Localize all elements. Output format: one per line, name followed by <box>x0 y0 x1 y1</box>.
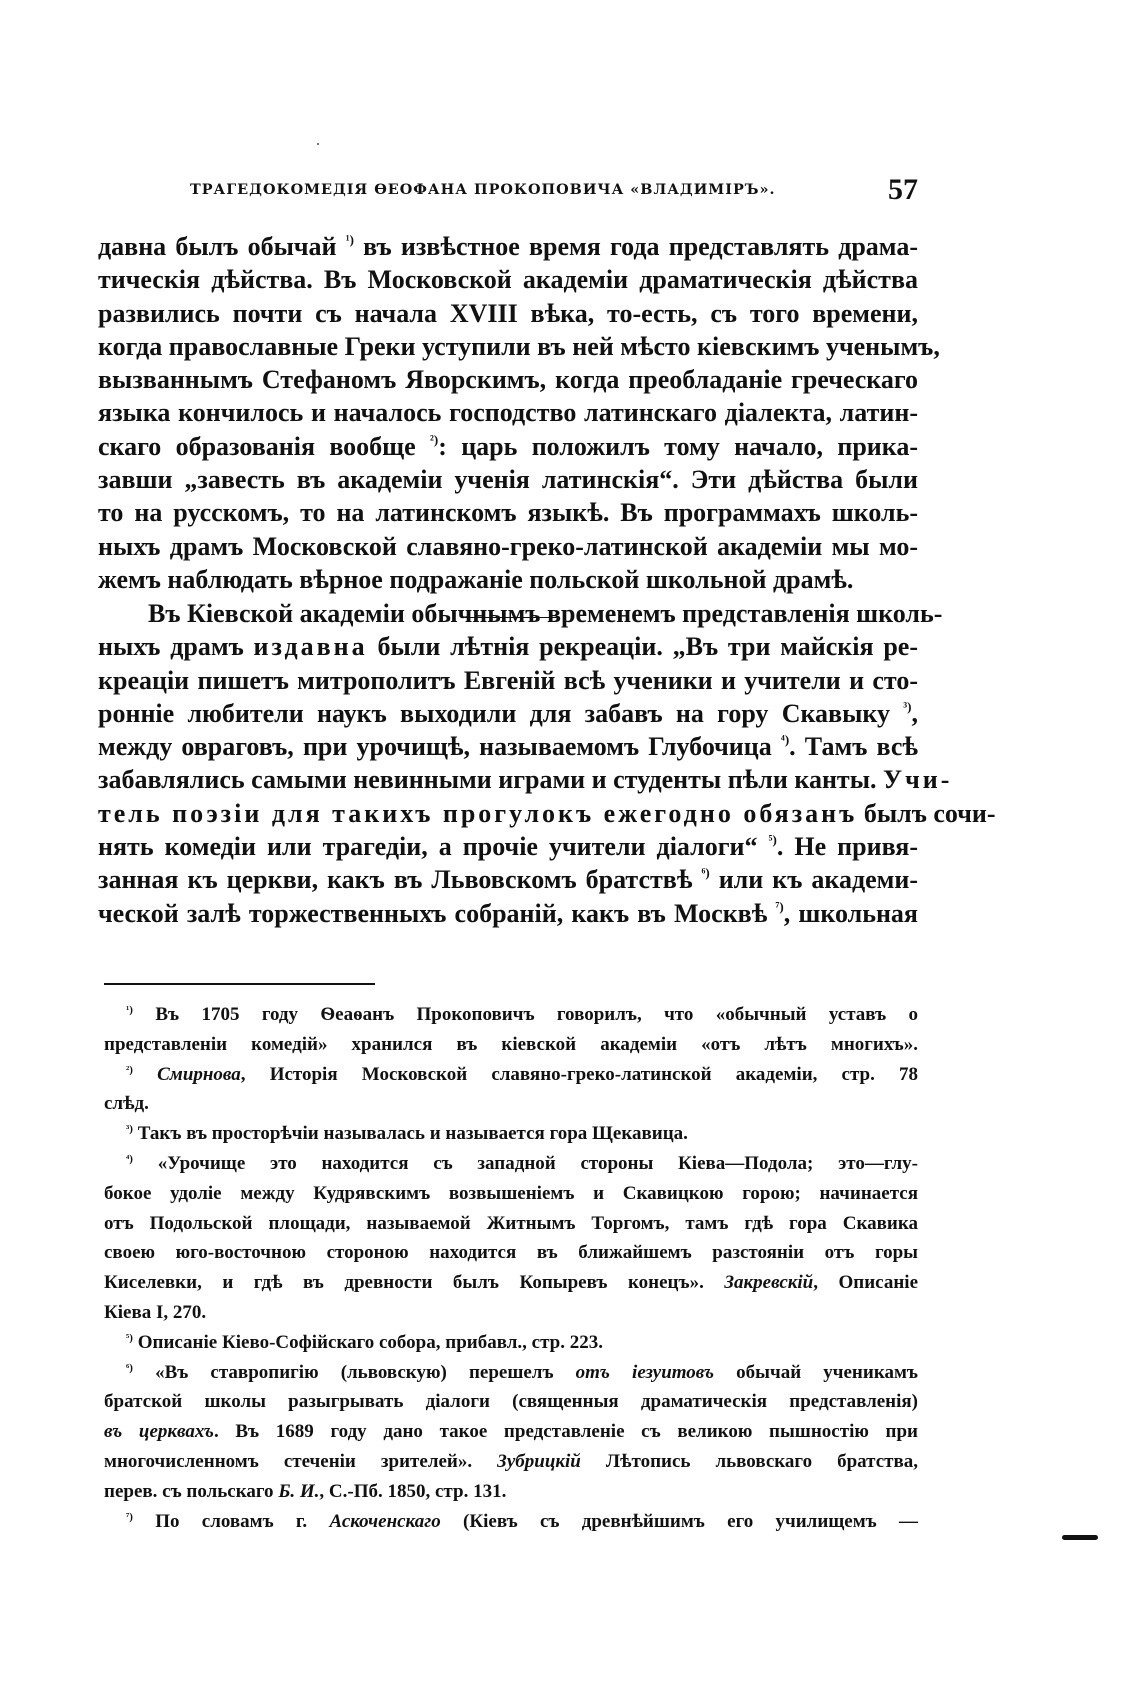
text-line: завши „завесть въ академіи ученія латинскія“. Эти дѣйства были <box>98 465 918 495</box>
footnote-6: $^{^6)}$ «Въ ставропигію (львовскую) перешелъ отъ іезуитовъ обычай ученикамъ <box>126 1361 918 1383</box>
page-number: 57 <box>888 173 918 206</box>
footnote-line: многочисленномъ стеченіи зрителей». Зубрицкій Лѣтопись львовскаго братства, <box>104 1450 919 1472</box>
text-line: тель поэзіи для такихъ прогулокъ ежегодно обязанъ былъ сочи- <box>98 798 996 828</box>
footnotes <box>104 1000 918 1536</box>
footnote-ref: ⁴) <box>780 732 790 748</box>
text-line: вызваннымъ Стефаномъ Яворскимъ, когда преобладаніе греческаго <box>98 365 918 395</box>
footnote-line: перев. съ польскаго Б. И., С.-Пб. 1850, стр. 131. <box>104 1480 507 1502</box>
text-line: между овраговъ, при урочищѣ, называемомъ Глубочица $^{^4)}$. Тамъ всѣ <box>98 732 918 762</box>
footnote-ref: ⁵) <box>768 832 777 848</box>
text-line: забавлялись самыми невинными играми и студенты пѣли канты. Учи- <box>98 765 953 795</box>
footnote-2: $^{^2)}$ Смирнова, Исторія Московской славяно-греко-латинской академіи, стр. 78 <box>126 1063 919 1085</box>
footnote-line: въ церквахъ. Въ 1689 году дано такое представленіе съ великою пышностію при <box>104 1421 918 1443</box>
text-line: ронніе любители наукъ выходили для забавъ на гору Скавыку $^{^3)}$, <box>98 698 919 728</box>
footnote-line: представленіи комедій» хранился въ кіевской академіи «отъ лѣтъ многихъ». <box>104 1033 918 1055</box>
page-header <box>190 173 918 209</box>
footnote-line: Киселевки, и гдѣ въ древности былъ Копыревъ конецъ». Закревскій, Описаніе <box>104 1272 919 1294</box>
footnote-ref: ²) <box>430 431 439 447</box>
footnote-1: $^{^1)}$ Въ 1705 году Ѳеаѳанъ Прокоповичъ говорилъ, что «обычный уставъ о <box>126 1004 919 1025</box>
author-name: Смирнова <box>157 1063 241 1085</box>
text-line: занная къ церкви, какъ въ Львовскомъ братствѣ $^{^6)}$ или къ академи- <box>98 865 918 895</box>
footnote-ref: ⁶) <box>701 865 710 881</box>
footnote-line: Кіева I, 270. <box>104 1301 207 1323</box>
text-line: тическія дѣйства. Въ Московской академіи драматическія дѣйства <box>98 265 918 295</box>
text-line: Въ Кіевской академіи обычнымъ временемъ представленія школь- <box>148 599 943 628</box>
footnote-separator <box>104 983 375 985</box>
spaced-word: издавна <box>253 632 368 662</box>
paragraph-2 <box>98 597 996 930</box>
paragraph-1 <box>98 230 940 596</box>
author-name: Закревскій <box>724 1272 814 1294</box>
scan-speck <box>317 143 319 145</box>
scan-mark <box>1062 1535 1098 1540</box>
text-line: жемъ наблюдать вѣрное подражаніе польской школьной драмѣ. <box>98 564 854 594</box>
text-line: нять комедіи или трагедіи, а прочіе учители діалоги“ $^{^5)}$. Не привя- <box>98 832 919 862</box>
text-line: когда православные Греки уступили въ ней мѣсто кіевскимъ ученымъ, <box>98 331 940 361</box>
footnote-ref: ³) <box>903 698 912 714</box>
text-line: ческой залѣ торжественныхъ собраній, какъ въ Москвѣ $^{^7)}$, школьная <box>98 898 918 928</box>
footnote-line: бокое удоліе между Кудрявскимъ возвышеніемъ и Скавицкою горою; начинается <box>104 1182 918 1204</box>
footnote-line: братской школы разыгрывать діалоги (священныя драматическія представленія) <box>104 1391 918 1413</box>
text-line: креаціи пишетъ митрополитъ Евгеній всѣ ученики и учители и сто- <box>98 665 918 695</box>
running-title: ТРАГЕДОКОМЕДІЯ ѲЕОФАНА ПРОКОПОВИЧА «ВЛАДИМІРЪ». <box>190 181 776 198</box>
footnote-4: $^{^4)}$ «Урочище это находится съ западной стороны Кіева—Подола; это—глу- <box>126 1152 919 1174</box>
author-name: Аскоченскаго <box>329 1510 441 1532</box>
footnote-line: своею юго-восточною стороною находится въ ближайшемъ разстояніи отъ горы <box>104 1242 918 1264</box>
text-line: скаго образованія вообще $^{^2)}$: царь положилъ тому начало, прика- <box>98 431 919 461</box>
text-line: развились почти съ начала XVIII вѣка, то-есть, съ того времени, <box>98 298 918 328</box>
footnote-ref: ⁷) <box>775 898 784 914</box>
text-line: языка кончилось и началось господство латинскаго діалекта, латин- <box>98 398 918 428</box>
text-line: давна былъ обычай $^{^1)}$ въ извѣстное время года представлять драма- <box>98 232 918 261</box>
footnote-ref: ¹) <box>345 232 354 247</box>
footnote-7: $^{^7)}$ По словамъ г. Аскоченскаго (Кіевъ съ древнѣйшимъ его училищемъ — <box>126 1510 919 1532</box>
text-line: то на русскомъ, то на латинскомъ языкѣ. Въ программахъ школь- <box>98 498 918 528</box>
footnote-line: слѣд. <box>104 1093 149 1115</box>
text-line: ныхъ драмъ издавна были лѣтнія рекреаціи. „Въ три майскія ре- <box>98 632 919 662</box>
author-name: Зубрицкій <box>497 1450 581 1472</box>
footnote-5: $^{^5)}$ Описаніе Кіево-Софійскаго собора, прибавл., стр. 223. <box>126 1331 603 1353</box>
text-line: ныхъ драмъ Московской славяно-греко-латинской академіи мы мо- <box>98 531 918 561</box>
footnote-line: отъ Подольской площади, называемой Житнымъ Торгомъ, тамъ гдѣ гора Скавика <box>104 1212 918 1234</box>
footnote-3: $^{^3)}$ Такъ въ просторѣчіи называлась и называется гора Щекавица. <box>126 1123 688 1145</box>
